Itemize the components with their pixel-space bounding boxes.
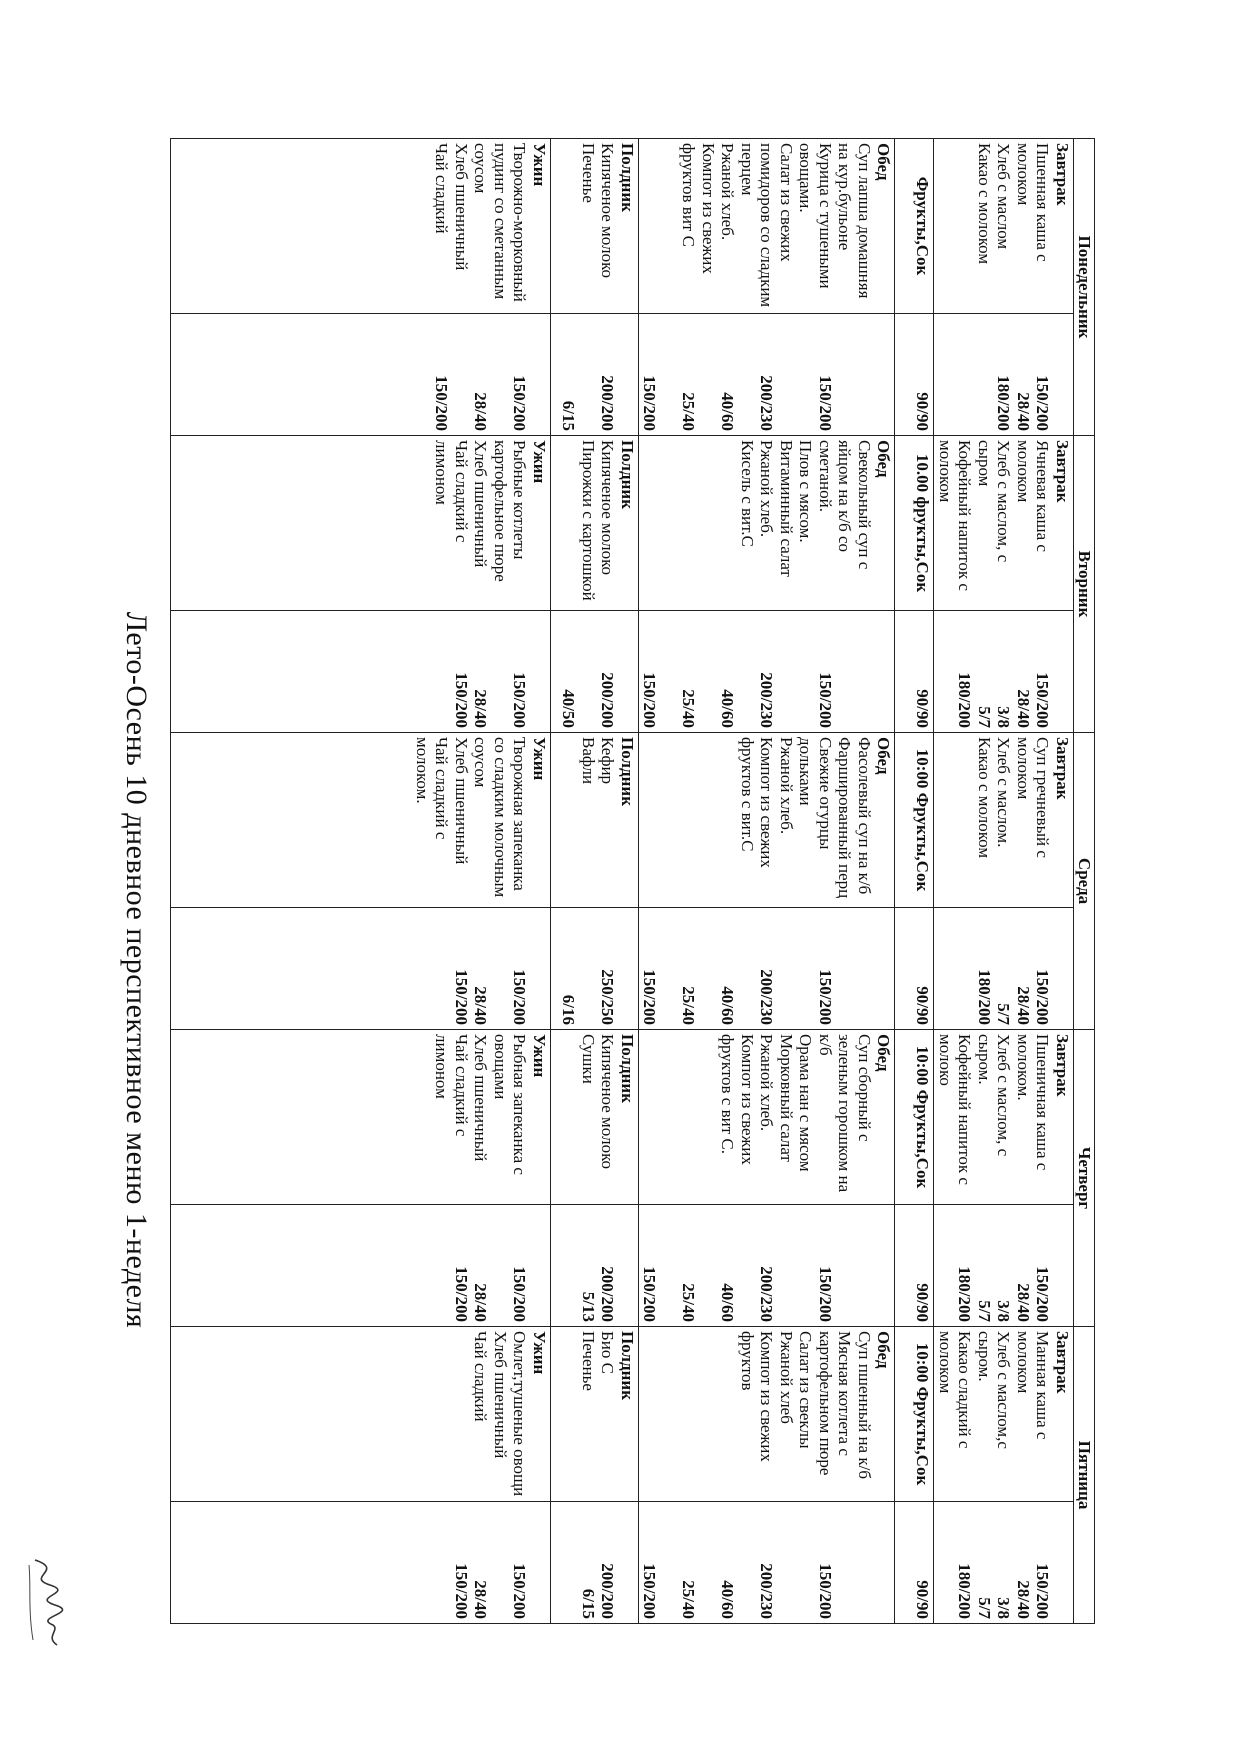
menu-item: Рыбные котлеты картофельное пюре	[491, 440, 530, 582]
quantity: 5/7	[994, 1003, 1014, 1025]
dinner-row	[171, 139, 551, 1624]
menu-item: Хлеб пшеничный	[471, 1034, 491, 1162]
day-header-wednesday: Среда	[1074, 733, 1095, 1030]
menu-item: Кипяченое молоко	[598, 1034, 618, 1169]
menu-item: Кофейный напиток с молоко	[936, 1034, 975, 1185]
quantity: 5/7	[975, 706, 994, 728]
meal-heading: Ужин	[530, 1331, 549, 1375]
menu-table	[170, 138, 1095, 1624]
menu-item: Кофейный напиток с молоком	[936, 440, 975, 591]
quantity: 150/200	[510, 672, 530, 728]
quantity: 6/15	[559, 400, 579, 431]
menu-item: Творожная запеканка со сладким молочным соусом	[471, 737, 530, 898]
menu-item: Сушки	[579, 1034, 598, 1084]
menu-item: Пирожки с картошкой	[579, 440, 598, 601]
lunch-cell	[639, 733, 896, 908]
meal-heading: Завтрак	[1053, 1034, 1072, 1097]
quantity: 28/40	[471, 392, 491, 431]
menu-item: Омлет,тушеные овощи	[510, 1331, 530, 1497]
breakfast-cell	[934, 436, 1074, 611]
quantity: 40/60	[718, 1580, 738, 1619]
quantity-cell	[171, 314, 551, 436]
quantity: 28/40	[1014, 986, 1033, 1025]
quantity: 150/200	[452, 1266, 471, 1322]
dinner-cell	[171, 1030, 551, 1205]
menu-item: Орама нан с мясом	[796, 1034, 816, 1172]
breakfast-cell	[934, 1030, 1074, 1205]
menu-item: Морковный салат	[777, 1034, 796, 1162]
meal-heading: Полдник	[618, 440, 637, 510]
quantity: 150/200	[816, 1563, 835, 1619]
quantity-cell	[171, 1502, 551, 1624]
quantity: 3/8	[994, 1597, 1014, 1619]
menu-item: Ржаной хлеб.	[757, 1034, 777, 1132]
quantity-cell	[639, 314, 896, 436]
menu-item: Печенье	[579, 143, 598, 203]
quantity-cell	[934, 314, 1074, 436]
breakfast-cell	[934, 733, 1074, 908]
menu-item: Чай сладкий	[471, 1331, 491, 1422]
quantity-cell	[551, 908, 639, 1030]
menu-item: Печенье	[579, 1331, 598, 1391]
menu-item: Хлеб с маслом	[994, 143, 1014, 250]
meal-heading: Полдник	[618, 143, 637, 213]
quantity: 180/200	[994, 375, 1014, 431]
quantity: 250/250	[598, 969, 618, 1025]
quantity: 150/200	[1033, 672, 1053, 728]
breakfast-cell	[934, 1327, 1074, 1502]
menu-item: Компот из свежих фруктов	[738, 1331, 777, 1462]
afternoon-cell	[551, 1030, 639, 1205]
quantity: 3/8	[994, 706, 1014, 728]
handwritten-signature	[20, 1555, 75, 1650]
meal-heading: Обед	[874, 1331, 894, 1369]
quantity: 150/200	[510, 969, 530, 1025]
menu-item: Хлеб пшеничный	[452, 737, 471, 865]
menu-item: Суп гречневый с молоком	[1014, 737, 1053, 858]
quantity: 150/200	[510, 1266, 530, 1322]
meal-heading: Обед	[874, 440, 894, 478]
day-header-tuesday: Вторник	[1074, 436, 1095, 733]
quantity: 150/200	[816, 672, 835, 728]
meal-heading: Обед	[874, 737, 894, 775]
menu-item: Витаминный салат	[777, 440, 796, 577]
meal-heading: Полдник	[618, 737, 637, 807]
menu-item: Мясная котлета с картофельном пюре	[816, 1331, 855, 1476]
quantity: 180/200	[975, 969, 994, 1025]
snack-label: Фрукты,Сок	[895, 139, 934, 314]
day-header-friday: Пятница	[1074, 1327, 1095, 1624]
menu-item: Кисель с вит.С	[738, 440, 757, 547]
meal-heading: Завтрак	[1053, 440, 1072, 503]
menu-item: Хлеб пшеничный	[491, 1331, 510, 1459]
quantity: 28/40	[1014, 1283, 1033, 1322]
quantity: 28/40	[471, 689, 491, 728]
menu-item: Хлеб пшеничный	[452, 143, 471, 271]
menu-item: Фаршированный перц	[835, 737, 855, 899]
quantity-cell	[551, 1502, 639, 1624]
quantity: 200/200	[598, 1563, 618, 1619]
quantity: 28/40	[471, 986, 491, 1025]
quantity: 150/200	[1033, 969, 1053, 1025]
breakfast-row	[934, 139, 1074, 1624]
meal-heading: Завтрак	[1053, 737, 1072, 800]
meal-heading: Ужин	[530, 143, 549, 187]
menu-item: Суп сборный с зеленым горошком на к/б	[816, 1034, 874, 1193]
menu-item: Суп пшенный на к/б	[855, 1331, 874, 1479]
quantity: 90/90	[895, 908, 934, 1030]
quantity: 150/200	[452, 672, 471, 728]
menu-item: Чай сладкий с лимоном	[432, 440, 471, 543]
menu-item: Творожно-морковный пудинг со сметанным соусом	[471, 143, 530, 302]
menu-item: Ржаной хлеб.	[777, 737, 796, 835]
menu-item: Пшенная каша с молоком	[1014, 143, 1053, 262]
day-header-monday: Понедельник	[1074, 139, 1095, 436]
quantity: 40/60	[718, 1283, 738, 1322]
quantity: 150/200	[640, 375, 660, 431]
snack-label: 10.00 фрукты,Сок	[895, 436, 934, 611]
quantity-cell	[934, 611, 1074, 733]
quantity-cell	[639, 908, 896, 1030]
quantity: 200/200	[598, 1266, 618, 1322]
afternoon-cell	[551, 139, 639, 314]
menu-item: Чай сладкий	[432, 143, 452, 234]
menu-item: Какао сладкий с молоком	[936, 1331, 975, 1449]
page-title: Лето-Осень 10 дневное перспективное меню 1-неделя	[120, 611, 153, 1329]
header-row	[1074, 139, 1095, 1624]
meal-heading: Полдник	[618, 1034, 637, 1104]
quantity: 150/200	[816, 1266, 835, 1322]
quantity: 90/90	[895, 1502, 934, 1624]
snack-label: 10:00 Фрукты,Сок	[895, 1327, 934, 1502]
quantity: 90/90	[895, 611, 934, 733]
quantity: 6/16	[559, 994, 579, 1025]
day-header-thursday: Четверг	[1074, 1030, 1095, 1327]
meal-heading: Полдник	[618, 1331, 637, 1401]
quantity: 5/7	[975, 1300, 994, 1322]
quantity: 25/40	[679, 392, 699, 431]
quantity: 40/60	[718, 689, 738, 728]
menu-item: Хлеб с маслом.	[994, 737, 1014, 848]
quantity: 40/60	[718, 392, 738, 431]
quantity-cell	[171, 908, 551, 1030]
quantity: 150/200	[1033, 375, 1053, 431]
quantity: 150/200	[1033, 1266, 1053, 1322]
quantity: 40/50	[559, 689, 579, 728]
quantity: 150/200	[816, 375, 835, 431]
quantity: 200/230	[757, 1266, 777, 1322]
breakfast-cell	[934, 139, 1074, 314]
dinner-cell	[171, 139, 551, 314]
menu-item: Хлеб с маслом,с сыром.	[975, 1331, 1014, 1449]
afternoon-cell	[551, 436, 639, 611]
quantity: 150/200	[510, 375, 530, 431]
menu-item: Хлеб с маслом, с сыром.	[975, 1034, 1014, 1157]
meal-heading: Завтрак	[1053, 143, 1072, 206]
meal-heading: Обед	[874, 143, 894, 181]
quantity: 28/40	[471, 1580, 491, 1619]
meal-heading: Ужин	[530, 737, 549, 781]
lunch-cell	[639, 1327, 896, 1502]
quantity: 200/200	[598, 672, 618, 728]
quantity: 200/230	[757, 375, 777, 431]
snack-row	[895, 139, 934, 1624]
afternoon-row	[551, 139, 639, 1624]
quantity-cell	[551, 1205, 639, 1327]
quantity: 200/200	[598, 375, 618, 431]
menu-item: Кипяченое молоко	[598, 440, 618, 575]
menu-item: Рыбная запеканка с овощами	[491, 1034, 530, 1175]
quantity-cell	[551, 314, 639, 436]
menu-item: Свежие огурцы дольками	[796, 737, 835, 850]
quantity: 25/40	[679, 1283, 699, 1322]
quantity: 150/200	[510, 1563, 530, 1619]
menu-item: Ржаной хлеб	[777, 1331, 796, 1424]
quantity: 25/40	[679, 689, 699, 728]
menu-item: Какао с молоком	[975, 737, 994, 859]
menu-item: Компот из свежих фруктов вит С	[679, 143, 718, 274]
dinner-cell	[171, 1327, 551, 1502]
meal-heading: Ужин	[530, 1034, 549, 1078]
menu-item: Чай сладкий с молоком.	[413, 737, 452, 840]
menu-item: Пшеничная каша с молоком.	[1014, 1034, 1053, 1171]
menu-item: Хлеб пшеничный	[471, 440, 491, 568]
menu-item: Компот из свежих фруктов с вит С.	[718, 1034, 757, 1165]
menu-item: Манная каша с молоком	[1014, 1331, 1053, 1440]
menu-item: Свекольный суп с яйцом на к/б со сметаной.	[816, 440, 874, 570]
quantity: 28/40	[1014, 392, 1033, 431]
quantity: 90/90	[895, 1205, 934, 1327]
quantity-cell	[639, 611, 896, 733]
menu-item: Ячневая каша с молоком	[1014, 440, 1053, 552]
snack-label: 10:00 Фрукты,Сок	[895, 733, 934, 908]
quantity: 150/200	[640, 1563, 660, 1619]
quantity: 150/200	[452, 969, 471, 1025]
menu-item: Курица с тушеными овощами.	[796, 143, 835, 289]
menu-item: Салат из свежих помидоров со сладким перцем	[738, 143, 796, 308]
quantity: 25/40	[679, 986, 699, 1025]
meal-heading: Завтрак	[1053, 1331, 1072, 1394]
dinner-cell	[171, 436, 551, 611]
menu-item: Салат из свеклы	[796, 1331, 816, 1449]
quantity: 150/200	[816, 969, 835, 1025]
quantity-cell	[171, 1205, 551, 1327]
quantity: 5/7	[975, 1597, 994, 1619]
quantity-cell	[639, 1502, 896, 1624]
quantity: 5/13	[579, 1291, 598, 1322]
quantity: 150/200	[640, 1266, 660, 1322]
menu-item: Суп лапша домашняя на кур.бульоне	[835, 143, 874, 299]
lunch-cell	[639, 436, 896, 611]
quantity: 3/8	[994, 1300, 1014, 1322]
quantity: 150/200	[1033, 1563, 1053, 1619]
lunch-row	[639, 139, 896, 1624]
quantity: 6/15	[579, 1588, 598, 1619]
quantity-cell	[934, 1205, 1074, 1327]
quantity: 200/230	[757, 672, 777, 728]
menu-item: Био С	[598, 1331, 618, 1374]
quantity: 28/40	[471, 1283, 491, 1322]
quantity: 200/230	[757, 969, 777, 1025]
afternoon-cell	[551, 733, 639, 908]
afternoon-cell	[551, 1327, 639, 1502]
menu-item: Ржаной хлеб.	[718, 143, 738, 241]
lunch-cell	[639, 1030, 896, 1205]
meal-heading: Обед	[874, 1034, 894, 1072]
quantity: 28/40	[1014, 1580, 1033, 1619]
quantity-cell	[551, 611, 639, 733]
quantity: 150/200	[640, 672, 660, 728]
menu-item: Кипяченое молоко	[598, 143, 618, 278]
quantity: 150/200	[432, 375, 452, 431]
menu-item: Какао с молоком	[975, 143, 994, 265]
quantity: 40/60	[718, 986, 738, 1025]
quantity: 180/200	[955, 1266, 975, 1322]
lunch-cell	[639, 139, 896, 314]
dinner-cell	[171, 733, 551, 908]
quantity: 200/230	[757, 1563, 777, 1619]
quantity: 25/40	[679, 1580, 699, 1619]
quantity: 180/200	[955, 1563, 975, 1619]
quantity-cell	[171, 611, 551, 733]
menu-item: Вафли	[579, 737, 598, 785]
quantity: 28/40	[1014, 689, 1033, 728]
menu-item: Фасолевый суп на к/б	[855, 737, 874, 895]
menu-item: Хлеб с маслом, с сыром	[975, 440, 1014, 563]
menu-item: Чай сладкий с лимоном	[432, 1034, 471, 1137]
menu-item: Ржаной хлеб.	[757, 440, 777, 538]
quantity: 150/200	[452, 1563, 471, 1619]
menu-item: Компот из свежих фруктов с вит.С	[738, 737, 777, 868]
quantity-cell	[639, 1205, 896, 1327]
quantity: 90/90	[895, 314, 934, 436]
quantity-cell	[934, 1502, 1074, 1624]
quantity: 180/200	[955, 672, 975, 728]
menu-item: Кефир	[598, 737, 618, 785]
quantity-cell	[934, 908, 1074, 1030]
snack-label: 10:00 Фрукты,Сок	[895, 1030, 934, 1205]
quantity: 150/200	[640, 969, 660, 1025]
meal-heading: Ужин	[530, 440, 549, 484]
menu-item: Плов с мясом.	[796, 440, 816, 543]
